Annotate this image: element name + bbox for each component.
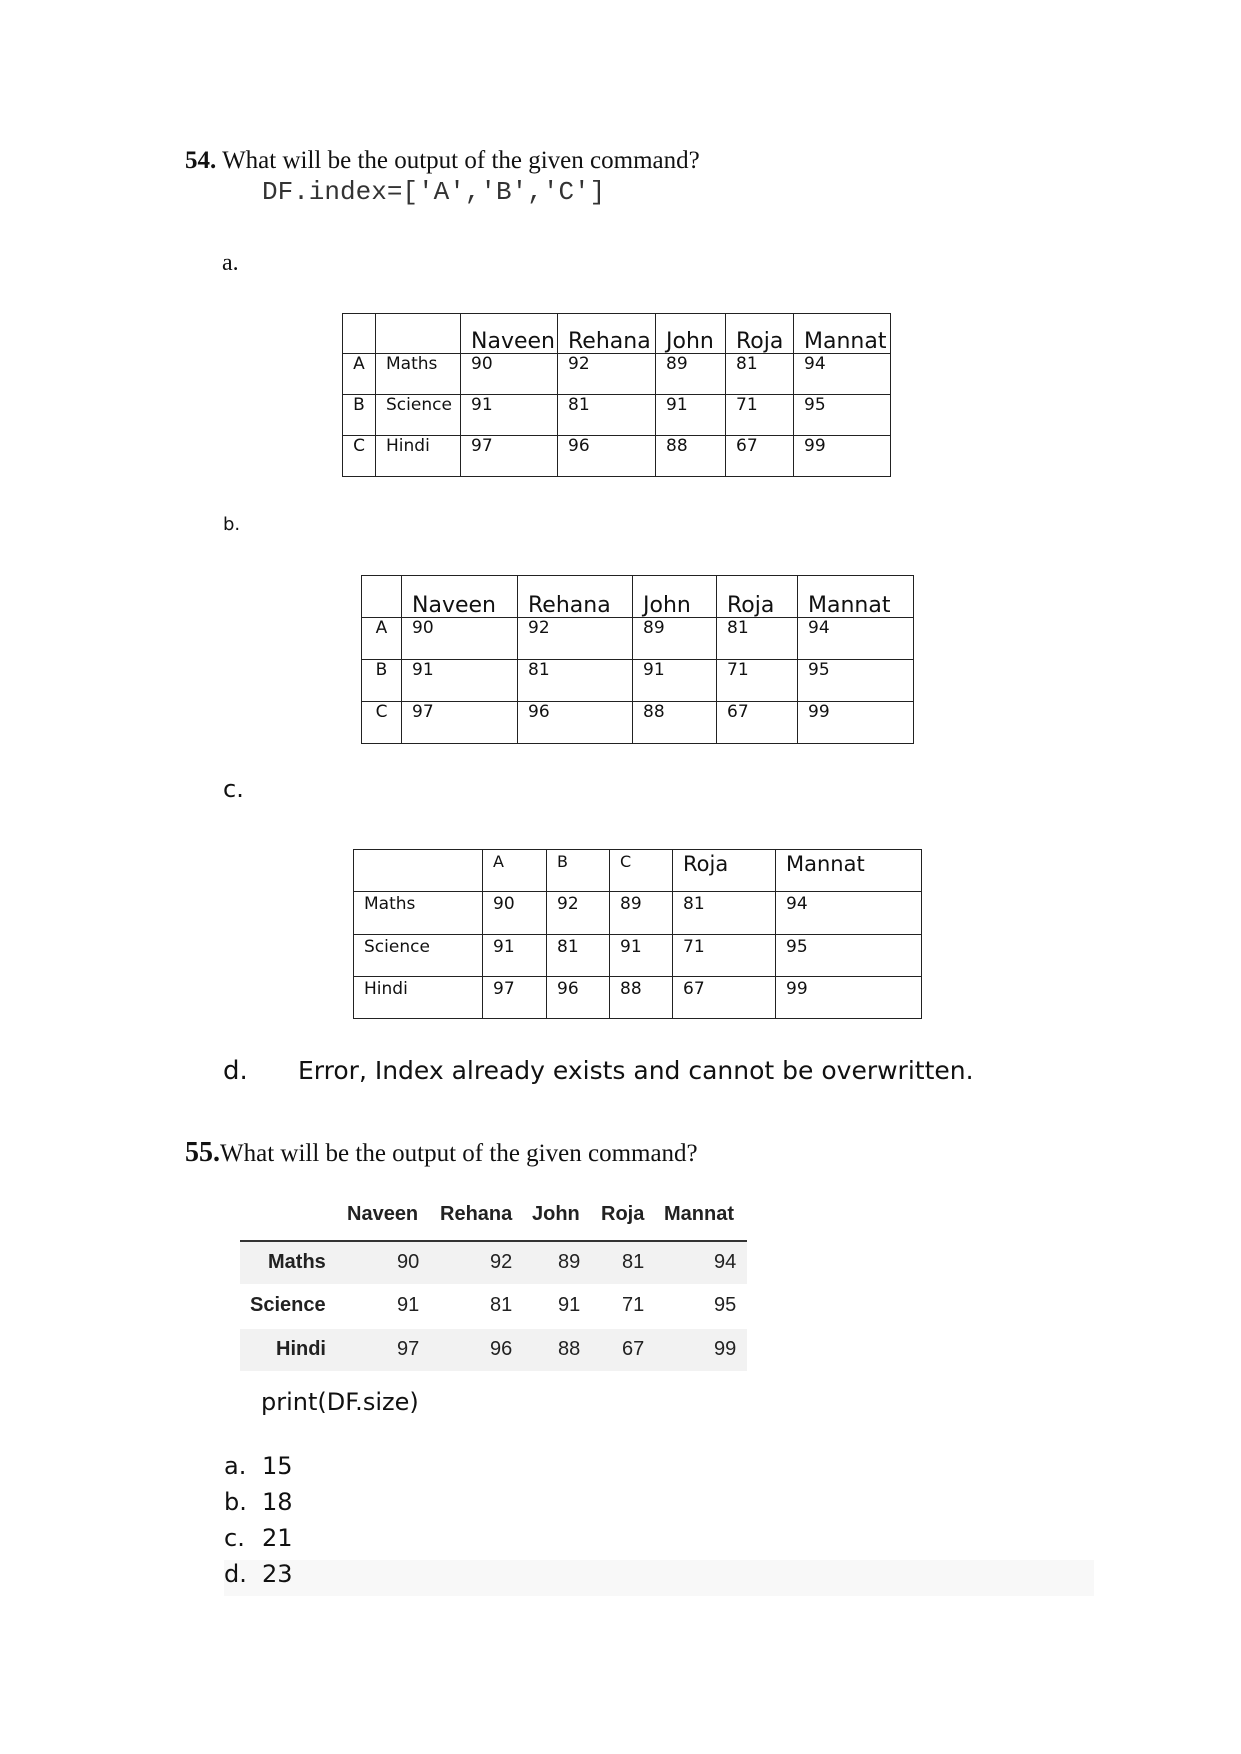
table-a-col-header: Naveen (461, 314, 558, 354)
dataframe-col-header: Roja (601, 1203, 645, 1225)
table-a-corner (343, 314, 376, 354)
dataframe-output (240, 1200, 747, 1378)
row-label: Maths (268, 1251, 326, 1273)
cell: 90 (461, 354, 558, 395)
table-c-col-header: Mannat (776, 850, 922, 892)
question-55-options (224, 1452, 1124, 1596)
table-b-col-header: Naveen (402, 576, 518, 618)
cell: 71 (622, 1294, 645, 1316)
table-a-col-header: Rehana (558, 314, 656, 354)
table-c-col-header: B (547, 850, 610, 892)
row-label: Maths (376, 354, 461, 395)
cell: 67 (726, 436, 794, 477)
row-label: Science (376, 395, 461, 436)
cell: 67 (673, 977, 776, 1019)
cell: 91 (483, 935, 547, 977)
table-b-corner (362, 576, 402, 618)
table-c-col-header: A (483, 850, 547, 892)
table-row (343, 436, 891, 477)
cell: 95 (794, 395, 891, 436)
cell: 88 (610, 977, 673, 1019)
option-b-letter: b. (223, 514, 241, 535)
table-row (240, 1285, 747, 1327)
cell: 97 (397, 1338, 420, 1360)
option-letter: c. (224, 1524, 245, 1552)
option-d-letter: d. (223, 1056, 248, 1086)
row-index: A (362, 618, 402, 660)
dataframe-col-header: Mannat (664, 1203, 734, 1225)
cell: 99 (776, 977, 922, 1019)
table-c-corner (354, 850, 483, 892)
table-c-col-header: Roja (673, 850, 776, 892)
cell: 97 (402, 702, 518, 744)
cell: 81 (717, 618, 798, 660)
row-index: C (343, 436, 376, 477)
option-d-text: Error, Index already exists and cannot be overwritten. (298, 1056, 974, 1085)
cell: 89 (610, 892, 673, 935)
table-b-col-header: Rehana (518, 576, 633, 618)
option-letter: a. (224, 1452, 247, 1480)
cell: 89 (558, 1251, 581, 1273)
cell: 88 (633, 702, 717, 744)
cell: 71 (726, 395, 794, 436)
question-54-code: DF.index=['A','B','C'] (262, 177, 606, 207)
dataframe-header (240, 1200, 747, 1236)
cell: 96 (558, 436, 656, 477)
cell: 92 (490, 1251, 513, 1273)
list-item (224, 1560, 1094, 1596)
cell: 81 (490, 1294, 513, 1316)
cell: 81 (518, 660, 633, 702)
cell: 89 (633, 618, 717, 660)
row-label: Science (250, 1294, 326, 1316)
option-a-table (342, 313, 891, 477)
cell: 92 (558, 354, 656, 395)
cell: 95 (714, 1294, 737, 1316)
row-index: B (343, 395, 376, 436)
option-b-table (361, 575, 914, 744)
table-row (343, 354, 891, 395)
row-label: Hindi (354, 977, 483, 1019)
option-text: 21 (262, 1524, 293, 1552)
option-c-table (353, 849, 922, 1019)
question-55-number: 55. (185, 1137, 220, 1168)
cell: 95 (776, 935, 922, 977)
cell: 96 (547, 977, 610, 1019)
cell: 99 (798, 702, 914, 744)
cell: 81 (622, 1251, 645, 1273)
option-text: 15 (262, 1452, 293, 1480)
cell: 81 (673, 892, 776, 935)
cell: 88 (656, 436, 726, 477)
table-row (362, 660, 914, 702)
question-55-text: What will be the output of the given command? (220, 1140, 698, 1167)
cell: 94 (798, 618, 914, 660)
table-b-col-header: Roja (717, 576, 798, 618)
cell: 96 (490, 1338, 513, 1360)
table-row (240, 1329, 747, 1371)
cell: 91 (461, 395, 558, 436)
cell: 99 (794, 436, 891, 477)
row-label: Hindi (276, 1338, 326, 1360)
cell: 88 (558, 1338, 581, 1360)
table-row (354, 977, 922, 1019)
list-item (224, 1524, 1124, 1560)
question-54-text: What will be the output of the given command? (222, 147, 700, 174)
row-label: Hindi (376, 436, 461, 477)
cell: 91 (633, 660, 717, 702)
cell: 92 (518, 618, 633, 660)
question-54-number: 54. (185, 147, 217, 174)
cell: 67 (717, 702, 798, 744)
table-a-col-header: Roja (726, 314, 794, 354)
row-label: Science (354, 935, 483, 977)
row-label: Maths (354, 892, 483, 935)
cell: 67 (622, 1338, 645, 1360)
table-row (362, 618, 914, 660)
cell: 95 (798, 660, 914, 702)
table-b-col-header: John (633, 576, 717, 618)
cell: 92 (547, 892, 610, 935)
cell: 81 (558, 395, 656, 436)
list-item (224, 1452, 1124, 1488)
list-item (224, 1488, 1124, 1524)
cell: 91 (656, 395, 726, 436)
cell: 94 (794, 354, 891, 395)
table-row (354, 892, 922, 935)
cell: 89 (656, 354, 726, 395)
cell: 97 (461, 436, 558, 477)
question-54-heading (185, 147, 700, 175)
dataframe-col-header: Rehana (440, 1203, 513, 1225)
option-c-letter: c. (223, 775, 244, 803)
table-a-col-header: John (656, 314, 726, 354)
question-55-code: print(DF.size) (261, 1388, 419, 1416)
option-text: 18 (262, 1488, 293, 1516)
cell: 94 (714, 1251, 737, 1273)
cell: 81 (547, 935, 610, 977)
row-index: A (343, 354, 376, 395)
option-letter: d. (224, 1560, 247, 1588)
cell: 81 (726, 354, 794, 395)
cell: 90 (483, 892, 547, 935)
option-letter: b. (224, 1488, 247, 1516)
table-a-corner-label (376, 314, 461, 354)
cell: 91 (402, 660, 518, 702)
cell: 91 (558, 1294, 581, 1316)
table-b-col-header: Mannat (798, 576, 914, 618)
cell: 99 (714, 1338, 737, 1360)
cell: 94 (776, 892, 922, 935)
cell: 91 (397, 1294, 420, 1316)
cell: 71 (673, 935, 776, 977)
table-a-col-header: Mannat (794, 314, 891, 354)
table-c-col-header: C (610, 850, 673, 892)
table-row (362, 702, 914, 744)
row-index: C (362, 702, 402, 744)
table-row (240, 1242, 747, 1284)
question-55-heading (185, 1137, 698, 1169)
dataframe-col-header: Naveen (347, 1203, 419, 1225)
cell: 97 (483, 977, 547, 1019)
cell: 96 (518, 702, 633, 744)
option-a-letter: a. (222, 250, 239, 276)
row-index: B (362, 660, 402, 702)
table-row (343, 395, 891, 436)
table-row (354, 935, 922, 977)
cell: 71 (717, 660, 798, 702)
cell: 90 (402, 618, 518, 660)
option-text: 23 (262, 1560, 293, 1588)
dataframe-col-header: John (532, 1203, 580, 1225)
cell: 90 (397, 1251, 420, 1273)
cell: 91 (610, 935, 673, 977)
